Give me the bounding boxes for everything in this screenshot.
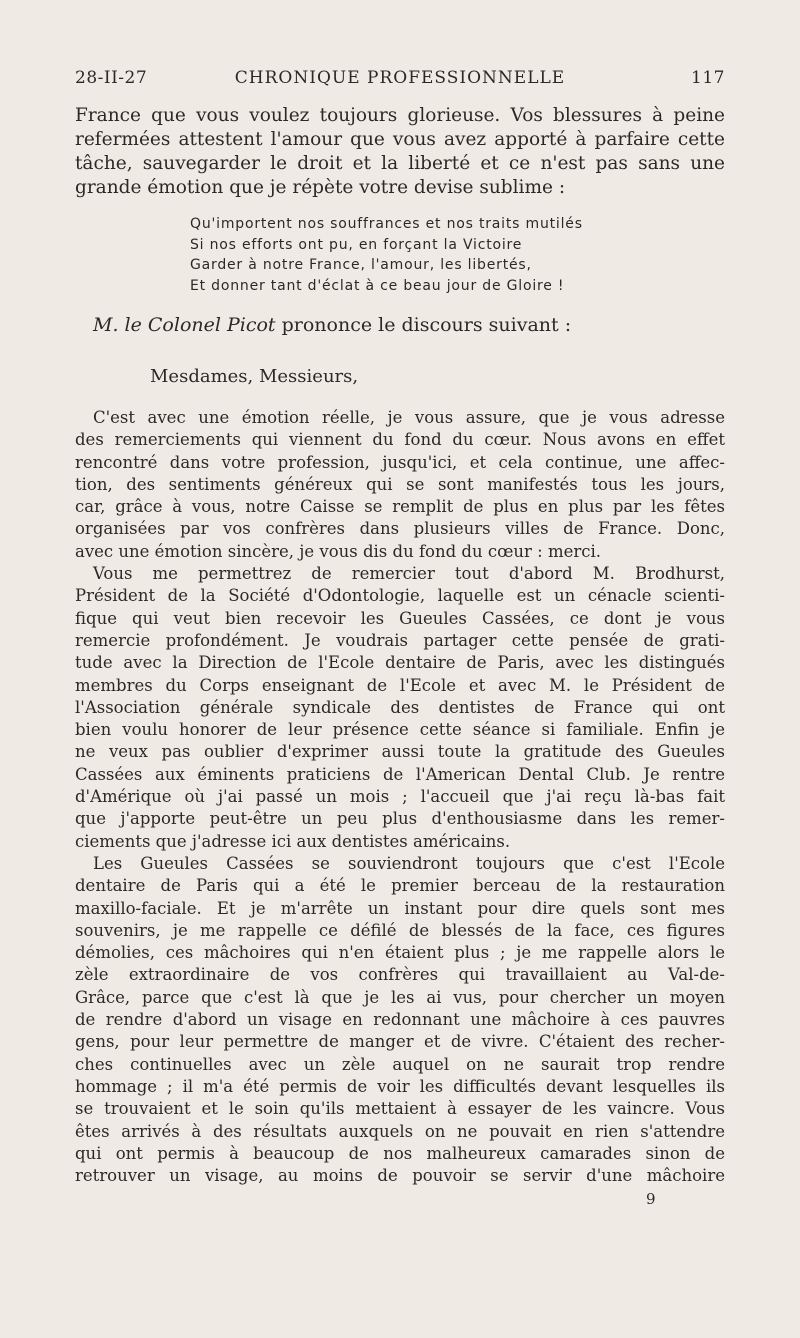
printer-signature-mark: 9	[646, 1190, 656, 1208]
verse-line: Et donner tant d'éclat à ce beau jour de Gloire !	[190, 277, 565, 294]
text-line: refermées attestent l'amour que vous avez apporté à parfaire cette	[75, 129, 725, 150]
running-header	[75, 68, 725, 92]
text-line: Les Gueules Cassées se souviendront toujours que c'est l'Ecole	[93, 853, 725, 873]
header-date: 28-II-27	[75, 68, 148, 88]
text-line: rencontré dans votre profession, jusqu'ici, et cela continue, une affec-	[75, 452, 725, 472]
text-line: tâche, sauvegarder le droit et la liberté et ce n'est pas sans une	[75, 153, 725, 174]
text-line: tude avec la Direction de l'Ecole dentaire de Paris, avec les distingués	[75, 653, 725, 673]
text-line: démolies, ces mâchoires qui n'en étaient plus ; je me rappelle alors le	[75, 943, 725, 963]
text-line: zèle extraordinaire de vos confrères qui travaillaient au Val-de-	[75, 965, 725, 985]
verse-line: Qu'importent nos souffrances et nos traits mutilés	[190, 216, 583, 232]
text-line: de rendre d'abord un visage en redonnant une mâchoire à ces pauvres	[75, 1010, 725, 1030]
text-line: organisées par vos confrères dans plusieurs villes de France. Donc,	[75, 519, 725, 539]
text-line: que j'apporte peut-être un peu plus d'enthousiasme dans les remer-	[75, 809, 725, 829]
text-line: car, grâce à vous, notre Caisse se remplit de plus en plus par les fêtes	[75, 497, 725, 517]
text-line: ches continuelles avec un zèle auquel on ne saurait trop rendre	[75, 1054, 725, 1074]
text-line: gens, pour leur permettre de manger et de vivre. C'étaient des recher-	[75, 1032, 725, 1052]
text-line: souvenirs, je me rappelle ce défilé de blessés de la face, ces figures	[75, 920, 725, 940]
text-line: grande émotion que je répète votre devise sublime :	[75, 177, 566, 198]
text-line: avec une émotion sincère, je vous dis du fond du cœur : merci.	[75, 541, 602, 561]
text-line: d'Amérique où j'ai passé un mois ; l'accueil que j'ai reçu là-bas fait	[75, 787, 725, 807]
speech-announcement	[93, 314, 571, 336]
text-line: ne veux pas oublier d'exprimer aussi toute la gratitude des Gueules	[75, 742, 725, 762]
verse-line: Garder à notre France, l'amour, les libertés,	[190, 257, 532, 273]
text-line: des remerciements qui viennent du fond du cœur. Nous avons en effet	[75, 430, 725, 450]
text-line: C'est avec une émotion réelle, je vous assure, que je vous adresse	[93, 408, 725, 427]
text-line: Vous me permettrez de remercier tout d'abord M. Brodhurst,	[93, 564, 725, 584]
text-line: remercie profondément. Je voudrais partager cette pensée de grati-	[75, 630, 725, 650]
text-line: membres du Corps enseignant de l'Ecole et avec M. le Président de	[75, 675, 725, 695]
text-line: hommage ; il m'a été permis de voir les difficultés devant lesquelles ils	[75, 1076, 725, 1096]
text-line: Cassées aux éminents praticiens de l'American Dental Club. Je rentre	[75, 764, 725, 784]
text-line: fique qui veut bien recevoir les Gueules Cassées, ce dont je vous	[75, 608, 725, 628]
text-line: Grâce, parce que c'est là que je les ai vus, pour chercher un moyen	[75, 987, 725, 1007]
speech-body	[75, 407, 725, 1187]
text-line: maxillo-faciale. Et je m'arrête un instant pour dire quels sont mes	[75, 898, 725, 918]
verse-line: Si nos efforts ont pu, en forçant la Victoire	[190, 236, 523, 253]
header-title: CHRONIQUE PROFESSIONNELLE	[234, 68, 566, 88]
text-line: bien voulu honorer de leur présence cette séance si familiale. Enfin je	[75, 720, 725, 740]
text-line: France que vous voulez toujours glorieuse. Vos blessures à peine	[75, 105, 725, 126]
page-number: 117	[691, 68, 725, 88]
text-line: Président de la Société d'Odontologie, laquelle est un cénacle scienti-	[75, 586, 725, 606]
text-line: êtes arrivés à des résultats auxquels on ne pouvait en rien s'attendre	[75, 1121, 725, 1141]
text-line: qui ont permis à beaucoup de nos malheureux camarades sinon de	[75, 1143, 725, 1163]
text-line: ciements que j'adresse ici aux dentistes américains.	[75, 831, 511, 851]
speaker-name: M. le Colonel Picot	[93, 314, 276, 336]
text-line: se trouvaient et le soin qu'ils mettaient à essayer de les vaincre. Vous	[75, 1099, 725, 1119]
text-line: tion, des sentiments généreux qui se sont manifestés tous les jours,	[75, 474, 725, 494]
intro-paragraph	[75, 104, 725, 200]
salutation: Mesdames, Messieurs,	[150, 366, 359, 387]
verse-quote	[190, 214, 583, 296]
text-line: dentaire de Paris qui a été le premier berceau de la restauration	[75, 876, 725, 896]
text-line: retrouver un visage, au moins de pouvoir se servir d'une mâchoire	[75, 1166, 725, 1186]
announcement-text: prononce le discours suivant :	[281, 314, 572, 336]
text-line: l'Association générale syndicale des dentistes de France qui ont	[75, 697, 725, 717]
